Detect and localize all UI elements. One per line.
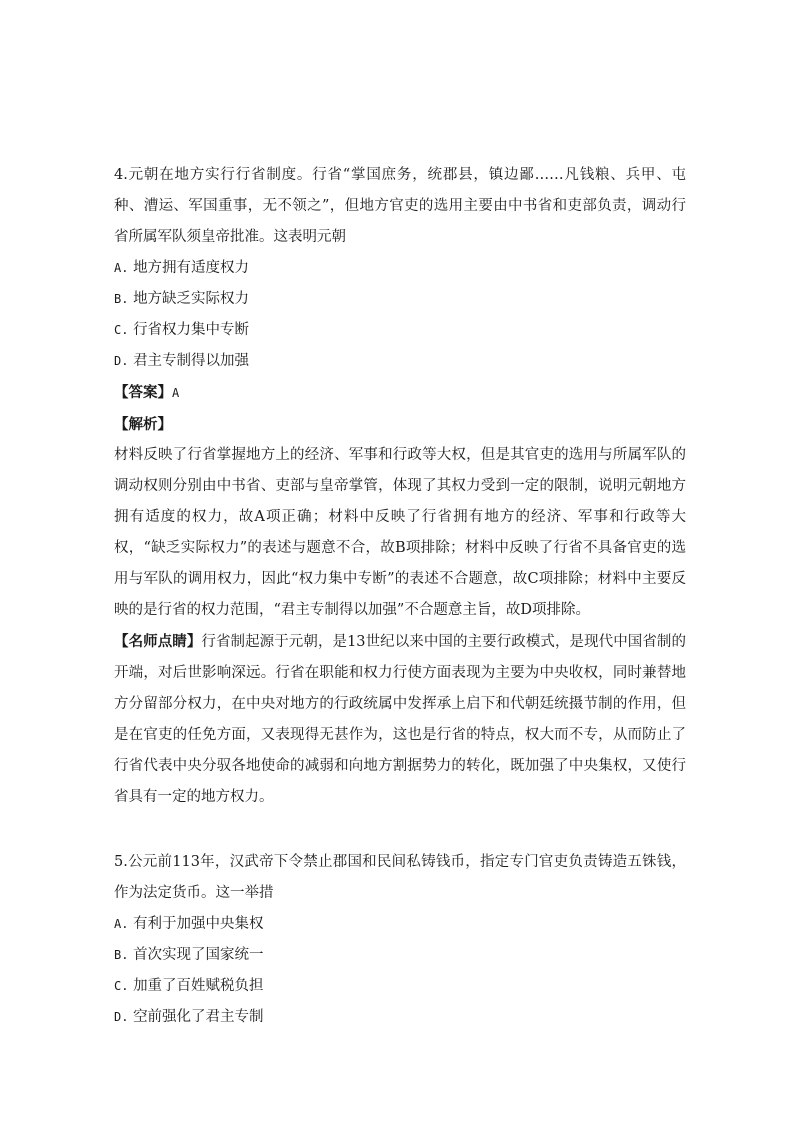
option-a: A. 地方拥有适度权力 [114,260,250,276]
comment-text: 行省制起源于元朝，是13世纪以来中国的主要行政模式，是现代中国省制的开端，对后世影响深远。行省在职能和权力行使方面表现为主要为中央收权，同时兼替地方分留部分权力，在中央对地方的行政统属中发挥承上启下和代朝廷统摄节制的作用，但是在官吏的任免方面，又表现得无甚作为，这也是行省的特点，权大而不专，从而防止了行省代表中央分驭各地使命的减弱和向地方割据势力的转化，既加强了中央集权，又使行省具有一定的地方权力。 [114,634,686,805]
option-c: C. 行省权力集中专断 [114,322,250,338]
comment-block [114,626,686,813]
option-d: D. 空前强化了君主专制 [114,1009,264,1025]
analysis-tag: 【解析】 [114,416,172,433]
question-4-stem: 4.元朝在地方实行行省制度。行省“掌国庶务，统郡县，镇边鄙……凡钱粮、兵甲、屯种、漕运、军国重事，无不领之”，但地方官吏的选用主要由中书省和吏部负责，调动行省所属军队须皇帝批准。这表明元朝 [114,167,686,245]
option-b: B. 地方缺乏实际权力 [114,291,250,307]
question-5-stem: 5.公元前113年，汉武帝下令禁止郡国和民间私铸钱币，指定专门官吏负责铸造五铢钱，作为法定货币。这一举措 [114,854,686,901]
comment-tag: 【名师点睛】 [114,633,202,650]
answer-value: A [172,386,180,400]
option-a: A. 有利于加强中央集权 [114,916,264,932]
option-b: B. 首次实现了国家统一 [114,947,264,963]
answer-line [114,377,686,409]
question-5 [114,847,686,1033]
question-4 [114,160,686,813]
answer-tag: 【答案】 [114,384,172,401]
analysis-text: 材料反映了行省掌握地方上的经济、军事和行政等大权，但是其官吏的选用与所属军队的调动权则分别由中书省、吏部与皇帝掌管，体现了其权力受到一定的限制，说明元朝地方拥有适度的权力，故A项正确；材料中反映了行省拥有地方的经济、军事和行政等大权，“缺乏实际权力”的表述与题意不合，故B项排除；材料中反映了行省不具备官吏的选用与军队的调用权力，因此“权力集中专断”的表述不合题意，故C项排除；材料中主要反映的是行省的权力范围，“君主专制得以加强”不合题意主旨，故D项排除。 [114,447,686,618]
option-c: C. 加重了百姓赋税负担 [114,978,264,994]
option-d: D. 君主专制得以加强 [114,353,250,369]
